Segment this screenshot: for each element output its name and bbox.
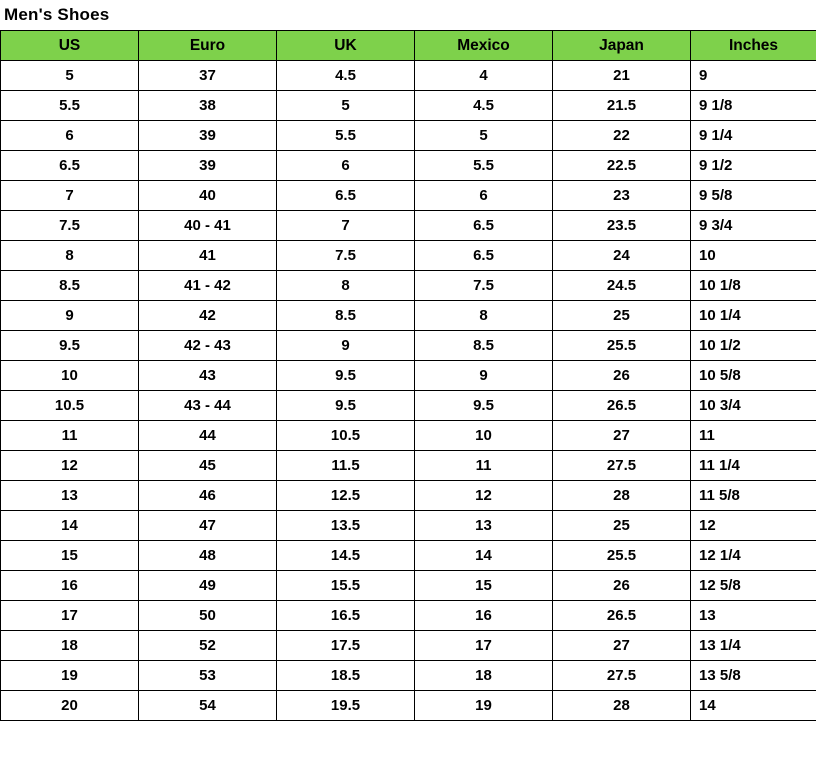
cell-uk: 13.5 (277, 511, 415, 541)
cell-us: 7 (1, 181, 139, 211)
cell-uk: 18.5 (277, 661, 415, 691)
cell-us: 12 (1, 451, 139, 481)
cell-uk: 12.5 (277, 481, 415, 511)
table-row (1, 151, 816, 181)
cell-euro: 41 - 42 (139, 271, 277, 301)
cell-euro: 45 (139, 451, 277, 481)
cell-us: 10 (1, 361, 139, 391)
cell-mexico: 12 (415, 481, 553, 511)
table-row (1, 481, 816, 511)
cell-mexico: 18 (415, 661, 553, 691)
cell-us: 6 (1, 121, 139, 151)
cell-japan: 24 (553, 241, 691, 271)
table-row (1, 181, 816, 211)
cell-us: 17 (1, 601, 139, 631)
table-row (1, 241, 816, 271)
cell-euro: 48 (139, 541, 277, 571)
table-row (1, 691, 816, 721)
cell-us: 15 (1, 541, 139, 571)
table-row (1, 91, 816, 121)
cell-inches: 10 3/4 (691, 391, 816, 421)
cell-uk: 9.5 (277, 391, 415, 421)
cell-uk: 15.5 (277, 571, 415, 601)
cell-uk: 5 (277, 91, 415, 121)
cell-uk: 19.5 (277, 691, 415, 721)
cell-japan: 27.5 (553, 661, 691, 691)
cell-japan: 27 (553, 631, 691, 661)
cell-euro: 50 (139, 601, 277, 631)
cell-inches: 9 5/8 (691, 181, 816, 211)
cell-mexico: 16 (415, 601, 553, 631)
table-row (1, 271, 816, 301)
cell-japan: 25 (553, 301, 691, 331)
cell-mexico: 4.5 (415, 91, 553, 121)
table-row (1, 541, 816, 571)
cell-mexico: 15 (415, 571, 553, 601)
cell-mexico: 9 (415, 361, 553, 391)
cell-mexico: 7.5 (415, 271, 553, 301)
cell-us: 14 (1, 511, 139, 541)
cell-uk: 8 (277, 271, 415, 301)
cell-mexico: 6 (415, 181, 553, 211)
table-row (1, 451, 816, 481)
table-row (1, 211, 816, 241)
cell-uk: 6 (277, 151, 415, 181)
cell-mexico: 14 (415, 541, 553, 571)
page-title: Men's Shoes (4, 5, 110, 24)
cell-us: 8 (1, 241, 139, 271)
cell-euro: 39 (139, 121, 277, 151)
cell-euro: 41 (139, 241, 277, 271)
cell-inches: 10 (691, 241, 816, 271)
cell-mexico: 6.5 (415, 211, 553, 241)
cell-japan: 21.5 (553, 91, 691, 121)
cell-japan: 27.5 (553, 451, 691, 481)
cell-inches: 11 1/4 (691, 451, 816, 481)
shoe-size-table (0, 30, 816, 721)
cell-japan: 26.5 (553, 391, 691, 421)
table-row (1, 631, 816, 661)
cell-inches: 10 1/8 (691, 271, 816, 301)
cell-us: 13 (1, 481, 139, 511)
cell-uk: 6.5 (277, 181, 415, 211)
cell-japan: 24.5 (553, 271, 691, 301)
cell-uk: 10.5 (277, 421, 415, 451)
cell-euro: 44 (139, 421, 277, 451)
table-row (1, 391, 816, 421)
cell-japan: 28 (553, 481, 691, 511)
table-row (1, 301, 816, 331)
cell-us: 6.5 (1, 151, 139, 181)
cell-euro: 40 (139, 181, 277, 211)
cell-uk: 7.5 (277, 241, 415, 271)
column-header-euro: Euro (139, 31, 277, 61)
table-row (1, 61, 816, 91)
cell-inches: 9 (691, 61, 816, 91)
table-row (1, 601, 816, 631)
cell-inches: 11 (691, 421, 816, 451)
cell-uk: 16.5 (277, 601, 415, 631)
cell-us: 5 (1, 61, 139, 91)
cell-inches: 9 1/8 (691, 91, 816, 121)
cell-uk: 17.5 (277, 631, 415, 661)
cell-inches: 13 1/4 (691, 631, 816, 661)
cell-us: 11 (1, 421, 139, 451)
cell-inches: 10 1/4 (691, 301, 816, 331)
cell-us: 9 (1, 301, 139, 331)
cell-euro: 54 (139, 691, 277, 721)
cell-uk: 4.5 (277, 61, 415, 91)
cell-inches: 9 1/2 (691, 151, 816, 181)
cell-japan: 22.5 (553, 151, 691, 181)
column-header-japan: Japan (553, 31, 691, 61)
cell-mexico: 17 (415, 631, 553, 661)
cell-uk: 8.5 (277, 301, 415, 331)
cell-uk: 9.5 (277, 361, 415, 391)
cell-us: 5.5 (1, 91, 139, 121)
cell-mexico: 8 (415, 301, 553, 331)
cell-inches: 10 5/8 (691, 361, 816, 391)
cell-inches: 12 1/4 (691, 541, 816, 571)
column-header-uk: UK (277, 31, 415, 61)
cell-japan: 28 (553, 691, 691, 721)
cell-euro: 43 - 44 (139, 391, 277, 421)
cell-japan: 25.5 (553, 331, 691, 361)
cell-uk: 5.5 (277, 121, 415, 151)
cell-euro: 39 (139, 151, 277, 181)
cell-mexico: 11 (415, 451, 553, 481)
cell-euro: 47 (139, 511, 277, 541)
cell-japan: 26 (553, 571, 691, 601)
table-row (1, 511, 816, 541)
cell-us: 10.5 (1, 391, 139, 421)
cell-mexico: 10 (415, 421, 553, 451)
cell-us: 20 (1, 691, 139, 721)
cell-uk: 7 (277, 211, 415, 241)
cell-euro: 53 (139, 661, 277, 691)
cell-us: 7.5 (1, 211, 139, 241)
cell-japan: 26 (553, 361, 691, 391)
cell-japan: 22 (553, 121, 691, 151)
cell-japan: 27 (553, 421, 691, 451)
cell-euro: 52 (139, 631, 277, 661)
cell-inches: 10 1/2 (691, 331, 816, 361)
column-header-inches: Inches (691, 31, 816, 61)
cell-japan: 26.5 (553, 601, 691, 631)
cell-euro: 40 - 41 (139, 211, 277, 241)
cell-inches: 13 5/8 (691, 661, 816, 691)
table-row (1, 121, 816, 151)
cell-japan: 21 (553, 61, 691, 91)
cell-euro: 46 (139, 481, 277, 511)
cell-inches: 9 3/4 (691, 211, 816, 241)
cell-inches: 12 5/8 (691, 571, 816, 601)
cell-japan: 25 (553, 511, 691, 541)
cell-euro: 37 (139, 61, 277, 91)
table-header (1, 31, 816, 61)
cell-euro: 42 (139, 301, 277, 331)
cell-inches: 9 1/4 (691, 121, 816, 151)
cell-mexico: 19 (415, 691, 553, 721)
cell-euro: 43 (139, 361, 277, 391)
cell-us: 16 (1, 571, 139, 601)
cell-us: 18 (1, 631, 139, 661)
table-row (1, 361, 816, 391)
table-row (1, 331, 816, 361)
cell-japan: 23 (553, 181, 691, 211)
cell-mexico: 9.5 (415, 391, 553, 421)
column-header-mexico: Mexico (415, 31, 553, 61)
cell-inches: 13 (691, 601, 816, 631)
cell-uk: 14.5 (277, 541, 415, 571)
cell-mexico: 13 (415, 511, 553, 541)
cell-mexico: 4 (415, 61, 553, 91)
cell-japan: 25.5 (553, 541, 691, 571)
cell-us: 8.5 (1, 271, 139, 301)
table-header-row (1, 31, 816, 61)
cell-euro: 38 (139, 91, 277, 121)
cell-us: 9.5 (1, 331, 139, 361)
cell-euro: 49 (139, 571, 277, 601)
table-row (1, 661, 816, 691)
cell-mexico: 5 (415, 121, 553, 151)
cell-euro: 42 - 43 (139, 331, 277, 361)
table-row (1, 571, 816, 601)
cell-mexico: 8.5 (415, 331, 553, 361)
table-row (1, 421, 816, 451)
cell-japan: 23.5 (553, 211, 691, 241)
cell-mexico: 6.5 (415, 241, 553, 271)
column-header-us: US (1, 31, 139, 61)
cell-uk: 9 (277, 331, 415, 361)
cell-inches: 12 (691, 511, 816, 541)
table-body (1, 61, 816, 721)
cell-uk: 11.5 (277, 451, 415, 481)
cell-us: 19 (1, 661, 139, 691)
cell-mexico: 5.5 (415, 151, 553, 181)
cell-inches: 11 5/8 (691, 481, 816, 511)
cell-inches: 14 (691, 691, 816, 721)
